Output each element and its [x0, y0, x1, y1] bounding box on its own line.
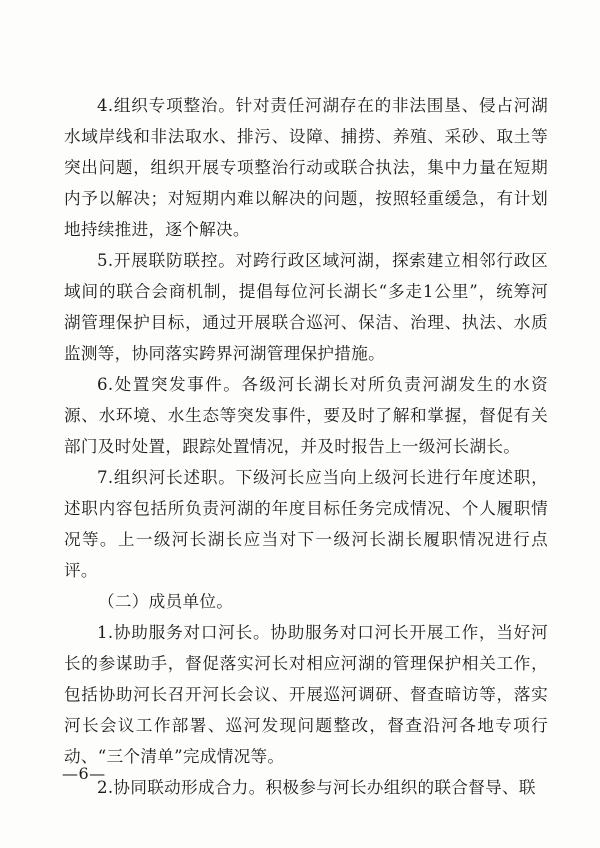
paragraph-assist-river-chief: 1.协助服务对口河长。协助服务对口河长开展工作，当好河长的参谋助手，督促落实河长对相应河湖的管理保护相关工作，包括协助河长召开河长会议、开展巡河调研、督查暗访等，落实河长会议工作部署、巡河发现问题整改，督查沿河各地专项行动、“三个清单”完成情况等。: [64, 623, 548, 766]
paragraph-coordinated-action: 2.协同联动形成合力。积极参与河长办组织的联合督导、联: [97, 778, 536, 797]
paragraph-special-rectification: 4.组织专项整治。针对责任河湖存在的非法围垦、侵占河湖水域岸线和非法取水、排污、设障、捕捞、养殖、采砂、取土等突出问题，组织开展专项整治行动或联合执法，集中力量在短期内予以解决；对短期内难以解决的问题，按照轻重缓急，有计划地持续推进，逐个解决。: [64, 96, 548, 239]
paragraph-emergency-handling: 6.处置突发事件。各级河长湖长对所负责河湖发生的水资源、水环境、水生态等突发事件，要及时了解和掌握，督促有关部门及时处置，跟踪处置情况，并及时报告上一级河长湖长。: [64, 375, 548, 456]
page-number: —6—: [62, 764, 106, 783]
paragraph-river-chief-report: 7.组织河长述职。下级河长应当向上级河长进行年度述职，述职内容包括所负责河湖的年度目标任务完成情况、个人履职情况等。上一级河长湖长应当对下一级河长湖长履职情况进行点评。: [64, 468, 548, 580]
document-body: [64, 90, 548, 803]
paragraph-joint-prevention: 5.开展联防联控。对跨行政区域河湖，探索建立相邻行政区域间的联合会商机制，提倡每位河长湖长“多走1公里”，统筹河湖管理保护目标，通过开展联合巡河、保洁、治理、执法、水质监测等，协同落实跨界河湖管理保护措施。: [64, 251, 548, 363]
section-heading-member-units: （二）成员单位。: [98, 592, 234, 611]
